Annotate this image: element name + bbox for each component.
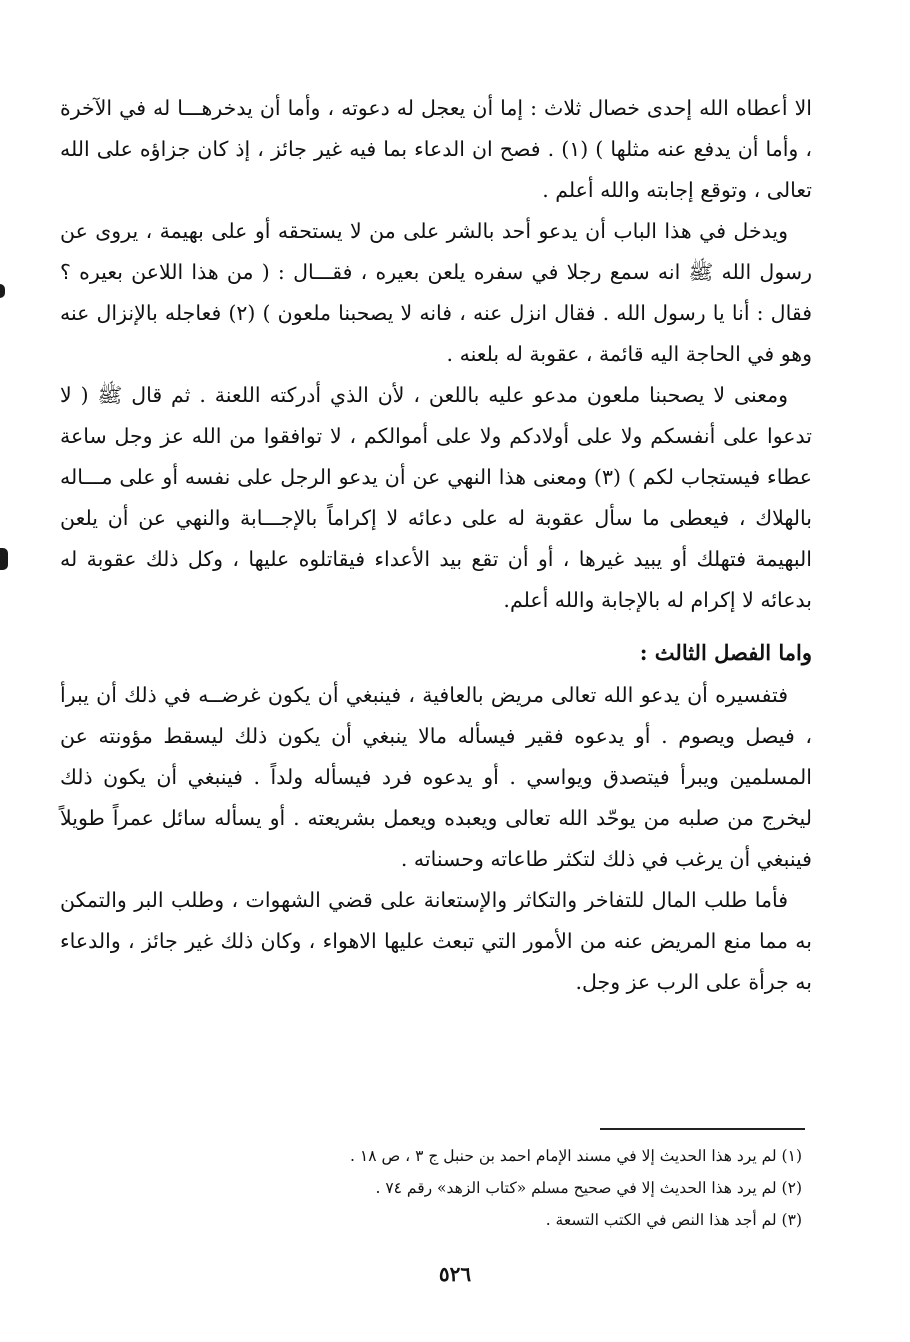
footnotes bbox=[150, 1140, 802, 1236]
footnote-item: (٣) لم أجد هذا النص في الكتب التسعة . bbox=[545, 1211, 802, 1229]
body-paragraph: الا أعطاه الله إحدى خصال ثلاث : إما أن يعجل له دعوته ، وأما أن يدخرهـــا له في الآخرة ، وأما أن يدفع عنه مثلها ) (١) . فصح ان الدعاء بما فيه غير جائز ، إذ كان جزاؤه على الله تعالى ، وتوقع إجابته والله أعلم . bbox=[60, 96, 812, 202]
section-paragraph: فتفسيره أن يدعو الله تعالى مريض بالعافية ، فينبغي أن يكون غرضــه في ذلك أن يبرأ ، فيصل ويصوم . أو يدعوه فقير فيسأله مالا ينبغي أن يكون ذلك ليسقط مؤونته عن المسلمين ويبرأ فيتصدق ويواسي . أو يدعوه فرد فيسأله ولداً . فينبغي أن يكون ذلك ليخرج من صلبه من يوحّد الله تعالى ويعبده ويعمل بشريعته . أو يسأله سائل عمراً طويلاً فينبغي أن يرغب في ذلك لتكثر طاعاته وحسناته . bbox=[60, 683, 812, 871]
footnote-item: (١) لم يرد هذا الحديث إلا في مسند الإمام احمد بن حنبل ج ٣ ، ص ١٨ . bbox=[350, 1147, 802, 1165]
scan-binding-mark bbox=[0, 548, 8, 570]
section-paragraph: فأما طلب المال للتفاخر والتكاثر والإستعانة على قضي الشهوات ، وطلب البر والتمكن به مما منع المريض عنه من الأمور التي تبعث عليها الاهواء ، وكان ذلك غير جائز ، والدعاء به جرأة على الرب عز وجل. bbox=[60, 888, 812, 994]
footnote-item: (٢) لم يرد هذا الحديث إلا في صحيح مسلم «كتاب الزهد» رقم ٧٤ . bbox=[375, 1179, 802, 1197]
page-body bbox=[60, 88, 812, 1003]
footnote-separator bbox=[600, 1128, 805, 1130]
body-paragraph: ومعنى لا يصحبنا ملعون مدعو عليه باللعن ، لأن الذي أدركته اللعنة . ثم قال ﷺ ( لا تدعوا على أنفسكم ولا على أولادكم ولا على أموالكم ، لا توافقوا من الله عز وجل ساعة عطاء فيستجاب لكم ) (٣) ومعنى هذا النهي عن أن يدعو الرجل على نفسه أو على مـــاله بالهلاك ، فيعطى ما سأل عقوبة له على دعائه لا إكراماً بالإجـــابة والنهي عن أن يلعن البهيمة فتهلك أو يبيد غيرها ، أو أن تقع بيد الأعداء فيقاتلوه عليها ، وكل ذلك عقوبة له بدعائه لا إكرام له بالإجابة والله أعلم. bbox=[60, 383, 812, 612]
section-heading: واما الفصل الثالث : bbox=[639, 640, 812, 665]
page-number: ٥٢٦ bbox=[438, 1262, 472, 1286]
scan-binding-mark bbox=[0, 284, 5, 298]
body-paragraph: ويدخل في هذا الباب أن يدعو أحد بالشر على من لا يستحقه أو على بهيمة ، يروى عن رسول الله ﷺ انه سمع رجلا في سفره يلعن بعيره ، فقـــال : ( من هذا اللاعن بعيره ؟ فقال : أنا يا رسول الله . فقال انزل عنه ، فانه لا يصحبنا ملعون ) (٢) فعاجله بالإنزال عنه وهو في الحاجة اليه قائمة ، عقوبة له بلعنه . bbox=[60, 219, 812, 366]
